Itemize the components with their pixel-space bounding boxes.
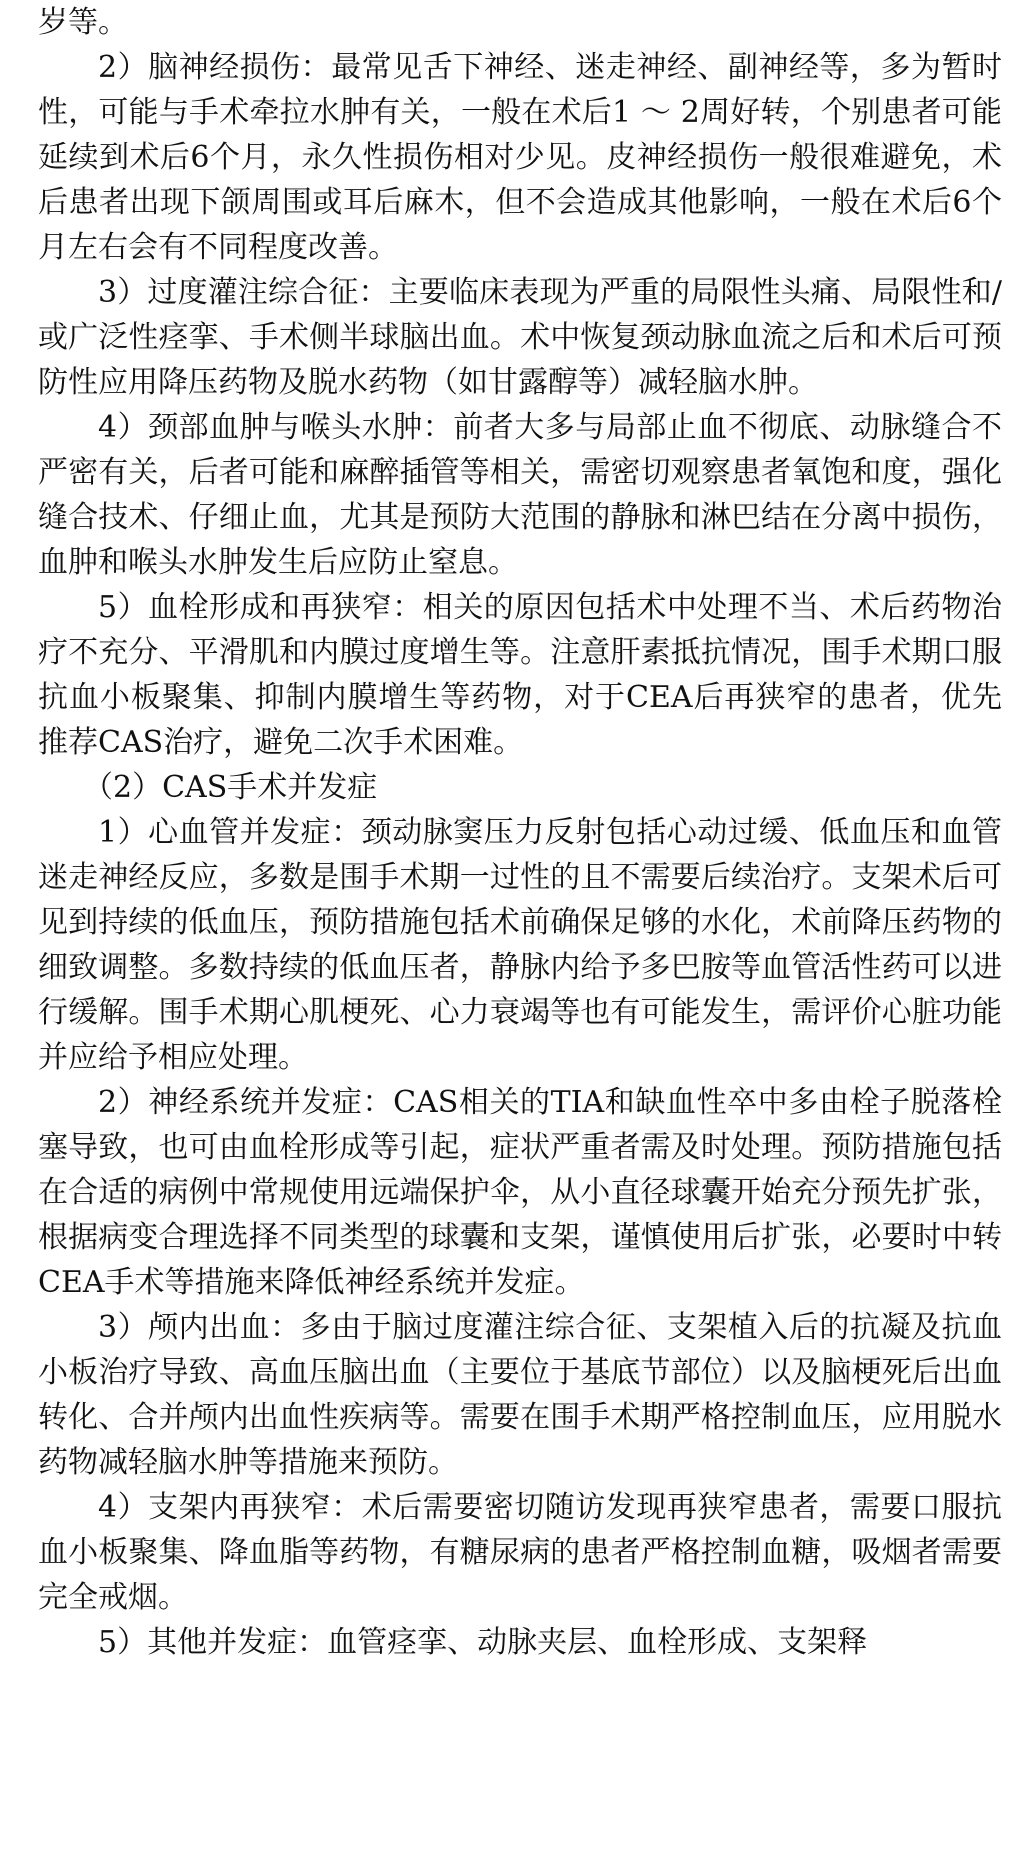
- paragraph-other-complications: 5）其他并发症：血管痉挛、动脉夹层、血栓形成、支架释: [98, 1625, 868, 1660]
- paragraph-thrombosis-restenosis: 5）血栓形成和再狭窄：相关的原因包括术中处理不当、术后药物治疗不充分、平滑肌和内膜过度增生等。注意肝素抵抗情况，围手术期口服抗血小板聚集、抑制内膜增生等药物，对于CEA后再狭窄的患者，优先推荐CAS治疗，避免二次手术困难。: [38, 590, 1002, 760]
- paragraph-neck-hematoma: 4）颈部血肿与喉头水肿：前者大多与局部止血不彻底、动脉缝合不严密有关，后者可能和麻醉插管等相关，需密切观察患者氧饱和度，强化缝合技术、仔细止血，尤其是预防大范围的静脉和淋巴结在分离中损伤，血肿和喉头水肿发生后应防止窒息。: [38, 410, 1002, 580]
- paragraph-hyperperfusion-syndrome: 3）过度灌注综合征：主要临床表现为严重的局限性头痛、局限性和/或广泛性痉挛、手术侧半球脑出血。术中恢复颈动脉血流之后和术后可预防性应用降压药物及脱水药物（如甘露醇等）减轻脑水肿。: [38, 275, 1002, 400]
- paragraph-in-stent-restenosis: 4）支架内再狭窄：术后需要密切随访发现再狭窄患者，需要口服抗血小板聚集、降血脂等药物，有糖尿病的患者严格控制血糖，吸烟者需要完全戒烟。: [38, 1490, 1002, 1615]
- paragraph-intracranial-hemorrhage: 3）颅内出血：多由于脑过度灌注综合征、支架植入后的抗凝及抗血小板治疗导致、高血压脑出血（主要位于基底节部位）以及脑梗死后出血转化、合并颅内出血性疾病等。需要在围手术期严格控制血压，应用脱水药物减轻脑水肿等措施来预防。: [38, 1310, 1002, 1480]
- paragraph-cranial-nerve-injury: 2）脑神经损伤：最常见舌下神经、迷走神经、副神经等，多为暂时性，可能与手术牵拉水肿有关，一般在术后1 ～ 2周好转，个别患者可能延续到术后6个月，永久性损伤相对少见。皮神经损伤一般很难避免，术后患者出现下颌周围或耳后麻木，但不会造成其他影响，一般在术后6个月左右会有不同程度改善。: [38, 50, 1002, 265]
- paragraph-neurological-complications: 2）神经系统并发症：CAS相关的TIA和缺血性卒中多由栓子脱落栓塞导致，也可由血栓形成等引起，症状严重者需及时处理。预防措施包括在合适的病例中常规使用远端保护伞，从小直径球囊开始充分预先扩张，根据病变合理选择不同类型的球囊和支架，谨慎使用后扩张，必要时中转CEA手术等措施来降低神经系统并发症。: [38, 1085, 1002, 1300]
- paragraph-continued: 岁等。: [38, 5, 128, 40]
- paragraph-cardiovascular-complications: 1）心血管并发症：颈动脉窦压力反射包括心动过缓、低血压和血管迷走神经反应，多数是围手术期一过性的且不需要后续治疗。支架术后可见到持续的低血压，预防措施包括术前确保足够的水化，术前降压药物的细致调整。多数持续的低血压者，静脉内给予多巴胺等血管活性药可以进行缓解。围手术期心肌梗死、心力衰竭等也有可能发生，需评价心脏功能并应给予相应处理。: [38, 815, 1002, 1075]
- section-heading-cas-complications: （2）CAS手术并发症: [83, 770, 378, 805]
